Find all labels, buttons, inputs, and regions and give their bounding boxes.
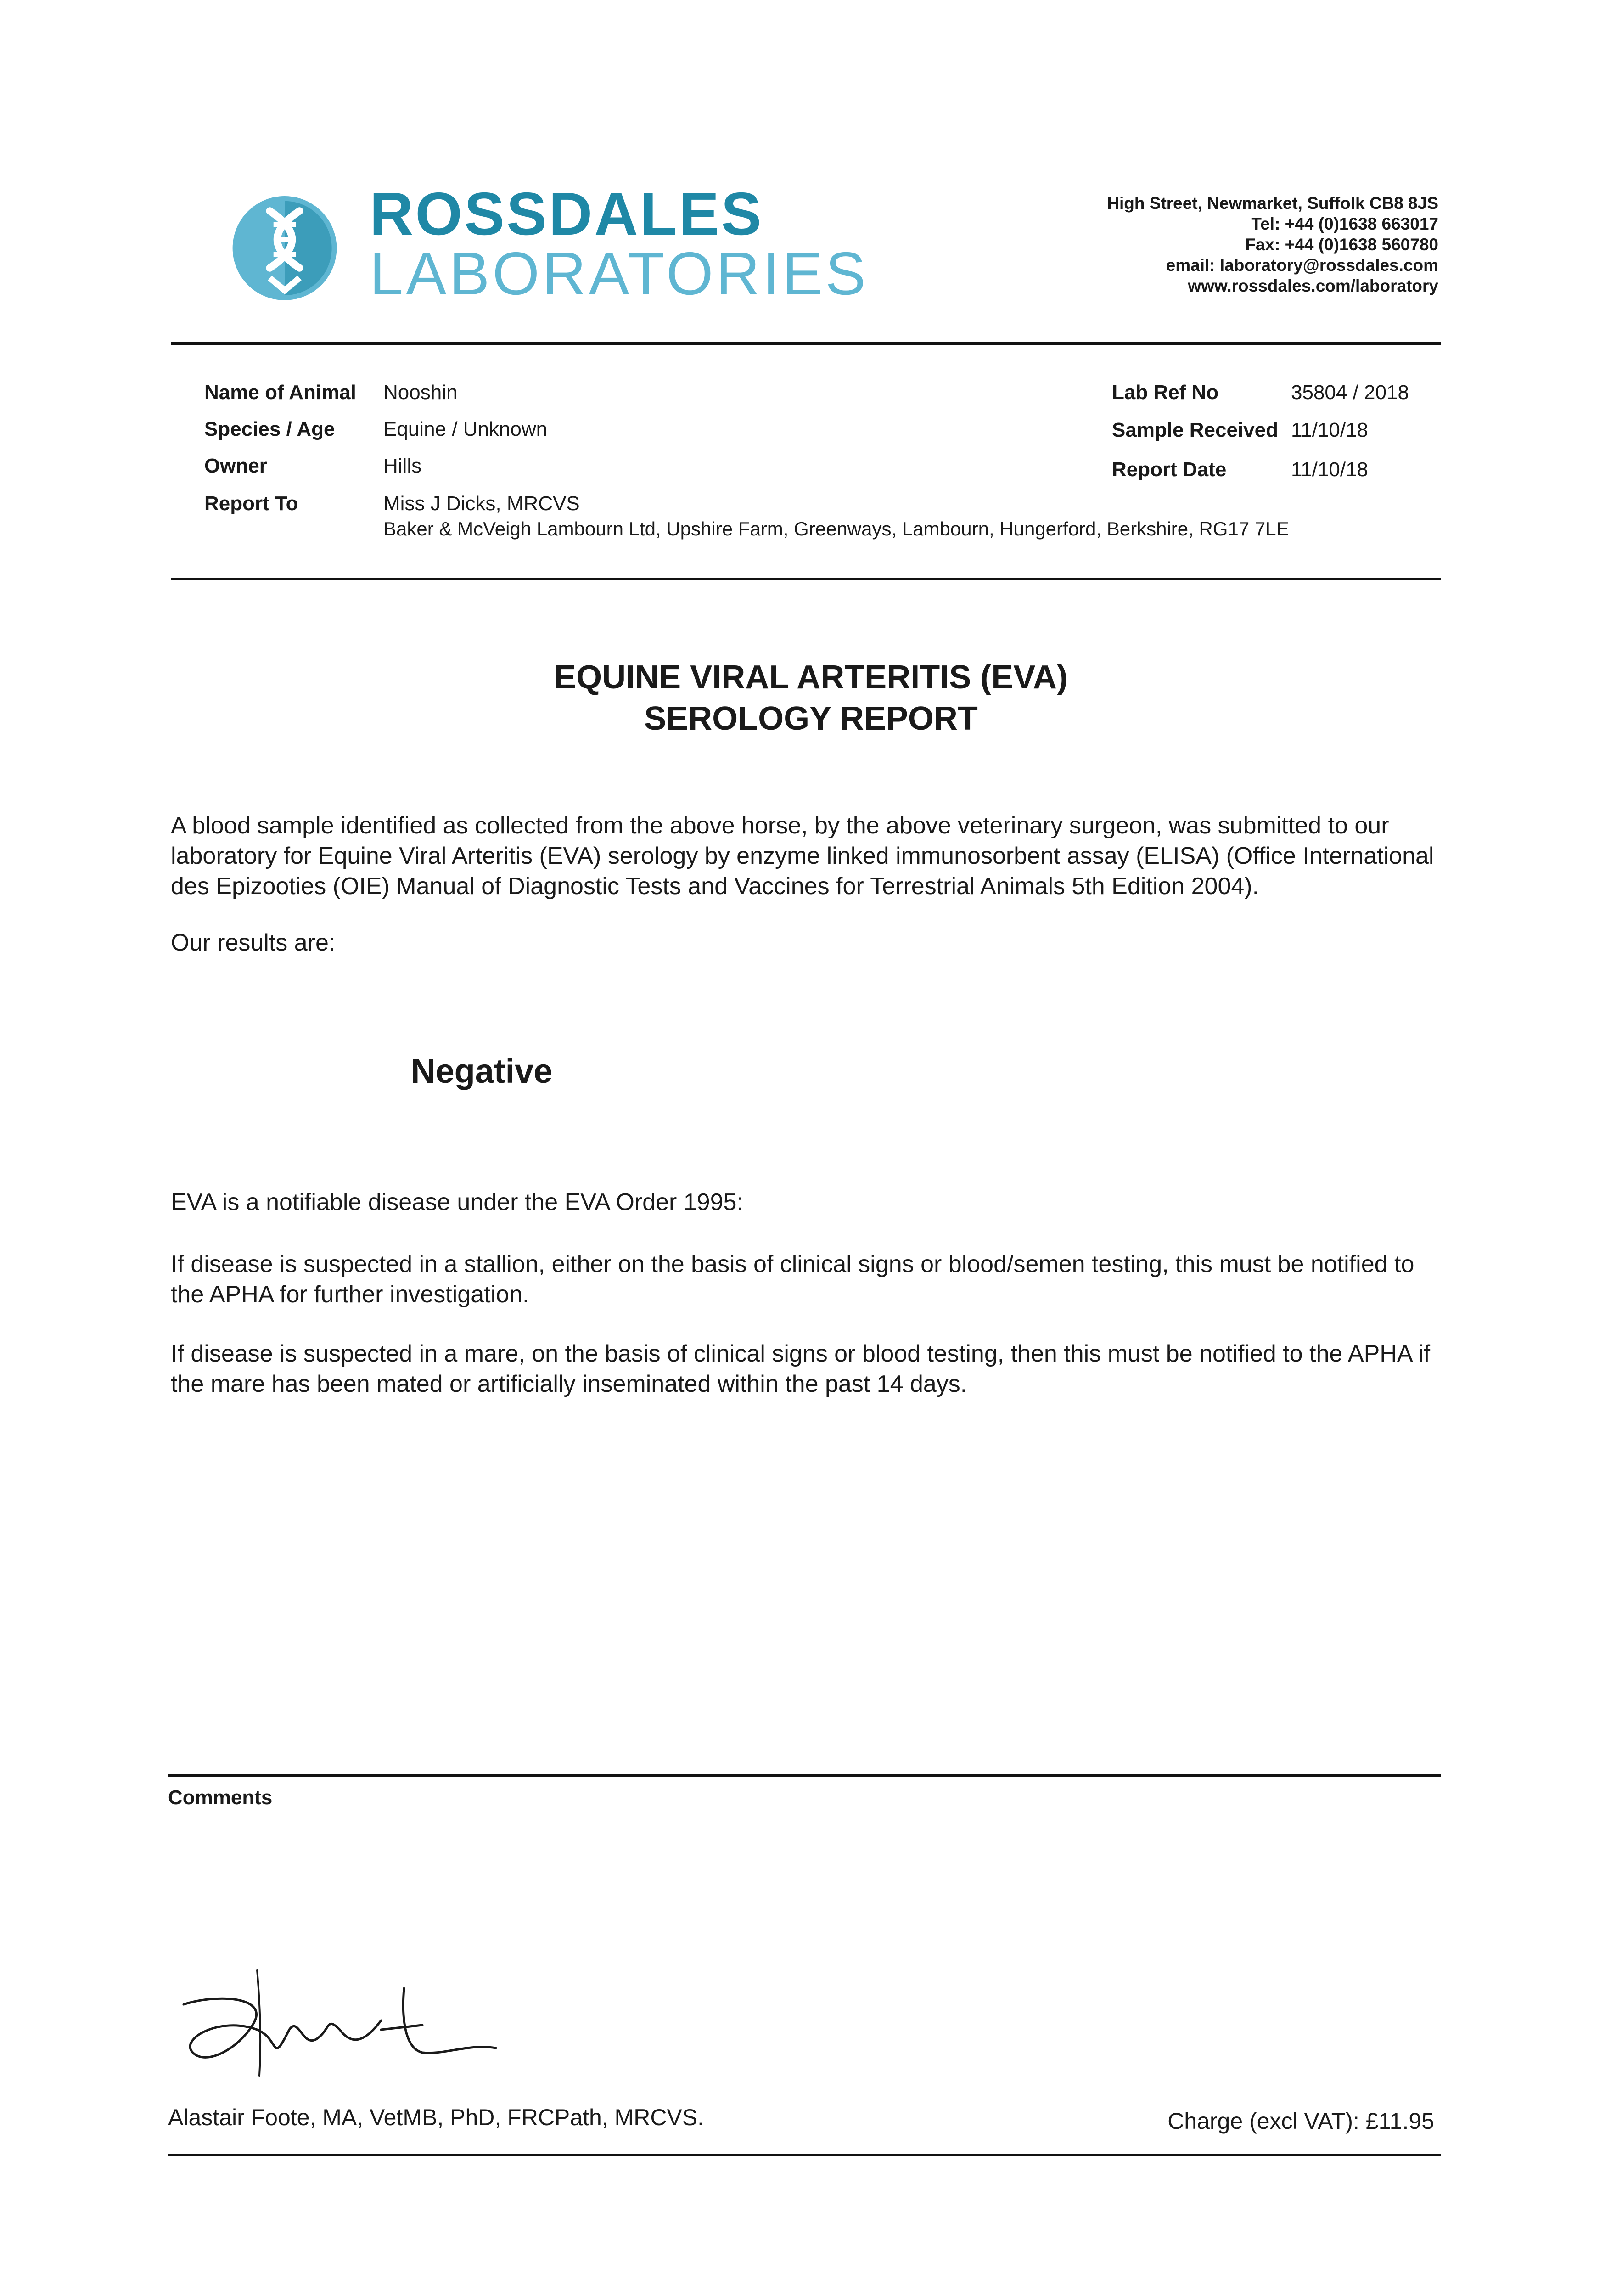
logo-text-rossdales: ROSSDALES xyxy=(370,180,763,248)
stallion-paragraph: If disease is suspected in a stallion, either on the basis of clinical signs or blood/semen testing, this must be notified to the APHA for further investigation. xyxy=(171,1251,1414,1308)
name-label: Name of Animal xyxy=(204,381,356,404)
logo-text-laboratories: LABORATORIES xyxy=(370,240,869,307)
owner-label: Owner xyxy=(204,455,267,477)
mare-paragraph: If disease is suspected in a mare, on the basis of clinical signs or blood testing, then this must be notified to the APHA if the mare has been mated or artificially inseminated within the past 14 days. xyxy=(171,1340,1431,1397)
report-title-line1: EQUINE VIRAL ARTERITIS (EVA) xyxy=(554,659,1068,696)
rossdales-logo-icon xyxy=(223,184,347,308)
address-website[interactable]: www.rossdales.com/laboratory xyxy=(1188,276,1438,295)
result-value: Negative xyxy=(411,1052,553,1090)
report-date-label: Report Date xyxy=(1112,458,1227,481)
report-to-name: Miss J Dicks, MRCVS xyxy=(383,492,580,515)
header-divider xyxy=(171,342,1441,345)
signature-image xyxy=(165,1961,514,2080)
details-divider xyxy=(171,578,1441,580)
lab-address xyxy=(1107,193,1438,296)
results-intro: Our results are: xyxy=(171,929,336,956)
report-to-label: Report To xyxy=(204,492,298,515)
comments-label: Comments xyxy=(168,1786,273,1809)
comments-divider xyxy=(168,1774,1441,1777)
footer-divider xyxy=(168,2154,1441,2156)
species-value: Equine / Unknown xyxy=(383,418,548,440)
signatory-name: Alastair Foote, MA, VetMB, PhD, FRCPath, MRCVS. xyxy=(168,2105,704,2130)
report-title-line2: SEROLOGY REPORT xyxy=(644,700,978,737)
intro-paragraph: A blood sample identified as collected from the above horse, by the above veterinary surgeon, was submitted to our laboratory for Equine Viral Arteritis (EVA) serology by enzyme linked immunosorbent assay (ELISA) (Office International des Epizooties (OIE) Manual of Diagnostic Tests and Vaccines for Terrestrial Animals 5th Edition 2004). xyxy=(171,812,1434,900)
species-label: Species / Age xyxy=(204,418,335,440)
lab-ref-label: Lab Ref No xyxy=(1112,381,1219,404)
lab-ref-value: 35804 / 2018 xyxy=(1291,381,1409,404)
report-to-address: Baker & McVeigh Lambourn Ltd, Upshire Farm, Greenways, Lambourn, Hungerford, Berkshire, RG17 7LE xyxy=(383,518,1289,540)
notifiable-statement: EVA is a notifiable disease under the EVA Order 1995: xyxy=(171,1189,743,1216)
sample-received-value: 11/10/18 xyxy=(1291,419,1369,441)
report-date-value: 11/10/18 xyxy=(1291,458,1369,481)
charge-amount: Charge (excl VAT): £11.95 xyxy=(1167,2108,1434,2134)
address-tel: Tel: +44 (0)1638 663017 xyxy=(1251,214,1438,233)
report-title xyxy=(0,657,1622,739)
owner-value: Hills xyxy=(383,455,422,477)
address-email[interactable]: email: laboratory@rossdales.com xyxy=(1166,256,1438,275)
name-value: Nooshin xyxy=(383,381,458,404)
sample-received-label: Sample Received xyxy=(1112,419,1278,441)
address-street: High Street, Newmarket, Suffolk CB8 8JS xyxy=(1107,194,1438,213)
address-fax: Fax: +44 (0)1638 560780 xyxy=(1245,235,1438,254)
